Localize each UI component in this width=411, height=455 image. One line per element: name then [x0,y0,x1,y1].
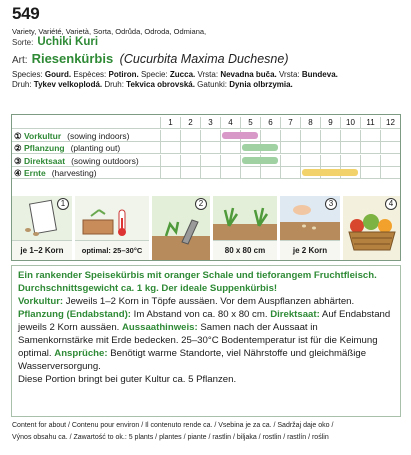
month-divider [280,155,281,167]
month-divider [160,155,161,167]
sowing-calendar-panel [11,114,401,261]
planting-paragraph [18,308,394,373]
month-label: 6 [260,117,280,129]
species-translations-line-2 [12,80,293,89]
species-line [12,50,288,68]
month-divider [220,130,221,142]
month-label: 9 [320,117,340,129]
calendar-activity-english: (harvesting) [51,168,97,178]
calendar-activity: Direktsaat [23,155,66,166]
month-divider [360,155,361,167]
seed-packet-pictogram [12,196,72,260]
calendar-period-bar [302,169,358,176]
month-divider [220,142,221,154]
month-divider [340,142,341,154]
calendar-month-header [12,117,400,129]
month-label: 8 [300,117,320,129]
translation-value: Potiron. [108,70,139,79]
calendar-period-bar [222,132,258,139]
month-divider [300,142,301,154]
month-divider [360,130,361,142]
month-divider [260,167,261,179]
calendar-row [12,130,400,142]
month-divider [380,167,381,179]
germination-temperature-pictogram [75,196,149,260]
month-label: 2 [180,117,200,129]
pictogram-caption: 80 x 80 cm [213,240,277,260]
step-number-badge: 3 [325,198,337,210]
month-divider [240,155,241,167]
spacing-illustration [213,196,277,240]
sowing-note-text: Samen nach der Aussaat in Samenkornstärke mit Erde bedecken. 25–30°C Bodentemperatur ist für die Keimung optimal. [18,322,378,359]
planting-label: Pflanzung (Endabstand): [18,309,131,320]
month-divider [220,155,221,167]
calendar-activity: Pflanzung [23,143,65,153]
pre-cultivation-text: Jeweils 1–2 Korn in Töpfe aussäen. Vor dem Auspflanzen abhärten. [65,296,355,307]
variety-line [12,36,98,48]
species-name: Riesenkürbis [31,51,114,66]
month-divider [200,142,201,154]
month-divider [160,130,161,142]
month-divider [280,167,281,179]
translation-label: Espèces: [73,70,107,79]
seed-tray-illustration [75,196,149,240]
species-translations-line-1 [12,70,338,79]
translation-label: Vrsta: [279,70,300,79]
variety-multilang-label: Variety, Variété, Varietà, Sorta, Odrůda, Odroda, Odmiana, [12,27,207,36]
month-divider [300,167,301,179]
plant-spacing-pictogram [213,196,277,260]
direct-sowing-label: Direktsaat: [270,309,320,320]
month-divider [320,142,321,154]
pictogram-strip [12,196,400,260]
content-line-1: Content for about / Contenu pour environ / Il contenuto rende ca. / Vsebina je za ca. / Sadržaj daje oko / [12,422,334,429]
month-divider [240,142,241,154]
translation-value: Dynia olbrzymia. [229,80,293,89]
sowing-note-label: Aussaathinweis: [122,322,198,333]
variety-label: Sorte: [12,38,34,47]
month-divider [280,130,281,142]
month-divider [300,155,301,167]
month-label: 5 [240,117,260,129]
month-divider [380,142,381,154]
planting-out-pictogram [152,196,210,260]
month-label: 7 [280,117,300,129]
month-divider [320,155,321,167]
month-divider [320,130,321,142]
calendar-step-number: ① [14,130,24,141]
direct-sowing-text: Auf Endabstand jeweils 2 Korn aussäen. [18,309,391,333]
month-divider [380,130,381,142]
month-divider [180,155,181,167]
translation-label: Species: [12,70,43,79]
translation-label: Druh: [12,80,32,89]
month-divider [340,155,341,167]
month-divider [360,142,361,154]
month-divider [200,155,201,167]
calendar-row [12,142,400,154]
variety-description: Ein rankender Speisekürbis mit oranger Schale und tieforangem Fruchtfleisch. Durchschnittsgewicht ca. 1 kg. Der ideale Suppenkürbis! [18,270,377,294]
calendar-activity: Vorkultur [23,130,62,141]
variety-name: Uchiki Kuri [37,36,99,48]
pre-cultivation-label: Vorkultur: [18,296,64,307]
translation-value: Zucca. [169,70,196,79]
month-divider [340,130,341,142]
translation-value: Bundeva. [301,70,338,79]
translation-label: Druh: [104,80,124,89]
calendar-period-bar [242,157,278,164]
calendar-row-label [14,130,130,142]
month-divider [180,130,181,142]
month-divider [160,142,161,154]
translation-label: Gatunki: [197,80,227,89]
month-divider [240,167,241,179]
step-number-badge: 1 [57,198,69,210]
translation-value: Tekvica obrovská. [126,80,195,89]
calendar-activity-english: (sowing indoors) [67,130,130,141]
translation-value: Gourd. [44,70,72,79]
month-divider [200,167,201,179]
calendar-step-number: ③ [14,155,24,166]
requirements-text: Benötigt warme Standorte, viel Nährstoffe und gleichmäßige Wasserversorgung. [18,348,367,372]
month-divider [180,142,181,154]
translation-label: Specie: [140,70,168,79]
step-number-badge: 2 [195,198,207,210]
pictogram-caption: je 1–2 Korn [12,240,72,260]
month-divider [360,167,361,179]
calendar-row-label [14,142,120,154]
requirements-label: Ansprüche: [54,348,108,359]
calendar-step-number: ② [14,143,24,153]
month-divider [220,167,221,179]
pictogram-caption: optimal: 25–30°C [75,240,149,260]
month-divider [200,130,201,142]
month-divider [280,142,281,154]
planting-text: Im Abstand von ca. 80 x 80 cm. [133,309,268,320]
translation-value: Tykev velkoplodá. [33,80,103,89]
calendar-period-bar [242,144,278,151]
calendar-row-label [14,155,139,167]
calendar-activity-english: (sowing outdoors) [71,155,139,166]
product-code: 549 [12,4,40,23]
calendar-step-number: ④ [14,168,24,178]
calendar-activity: Ernte [23,168,46,178]
month-divider [380,155,381,167]
calendar-row [12,167,400,179]
month-label: 4 [220,117,240,129]
month-divider [260,130,261,142]
calendar-row-label [14,167,97,179]
translation-label: Vrsta: [197,70,219,79]
content-line-2: Výnos obsahu ca. / Zawartość to ok.: 5 plants / plantes / piante / rastlin / biljaka / rostlin / rastlín / roślin [12,434,329,441]
pictogram-caption: je 2 Korn [280,240,340,260]
step-number-badge: 4 [385,198,397,210]
direct-sowing-pictogram [280,196,340,260]
month-label: 3 [200,117,220,129]
species-label: Art: [12,55,28,66]
calendar-row [12,155,400,167]
description-box [11,265,401,417]
latin-name: (Cucurbita Maxima Duchesne) [119,52,289,66]
pre-cultivation-paragraph [18,295,394,308]
month-divider [180,167,181,179]
month-divider [160,167,161,179]
month-label: 10 [340,117,360,129]
translation-value: Nevadna buča. [220,70,277,79]
month-label: 12 [380,117,400,129]
calendar-activity-english: (planting out) [70,143,121,153]
harvest-basket-pictogram [343,196,400,260]
portion-note: Diese Portion bringt bei guter Kultur ca. 5 Pflanzen. [18,374,237,385]
month-divider [300,130,301,142]
month-label: 11 [360,117,380,129]
month-label: 1 [160,117,180,129]
